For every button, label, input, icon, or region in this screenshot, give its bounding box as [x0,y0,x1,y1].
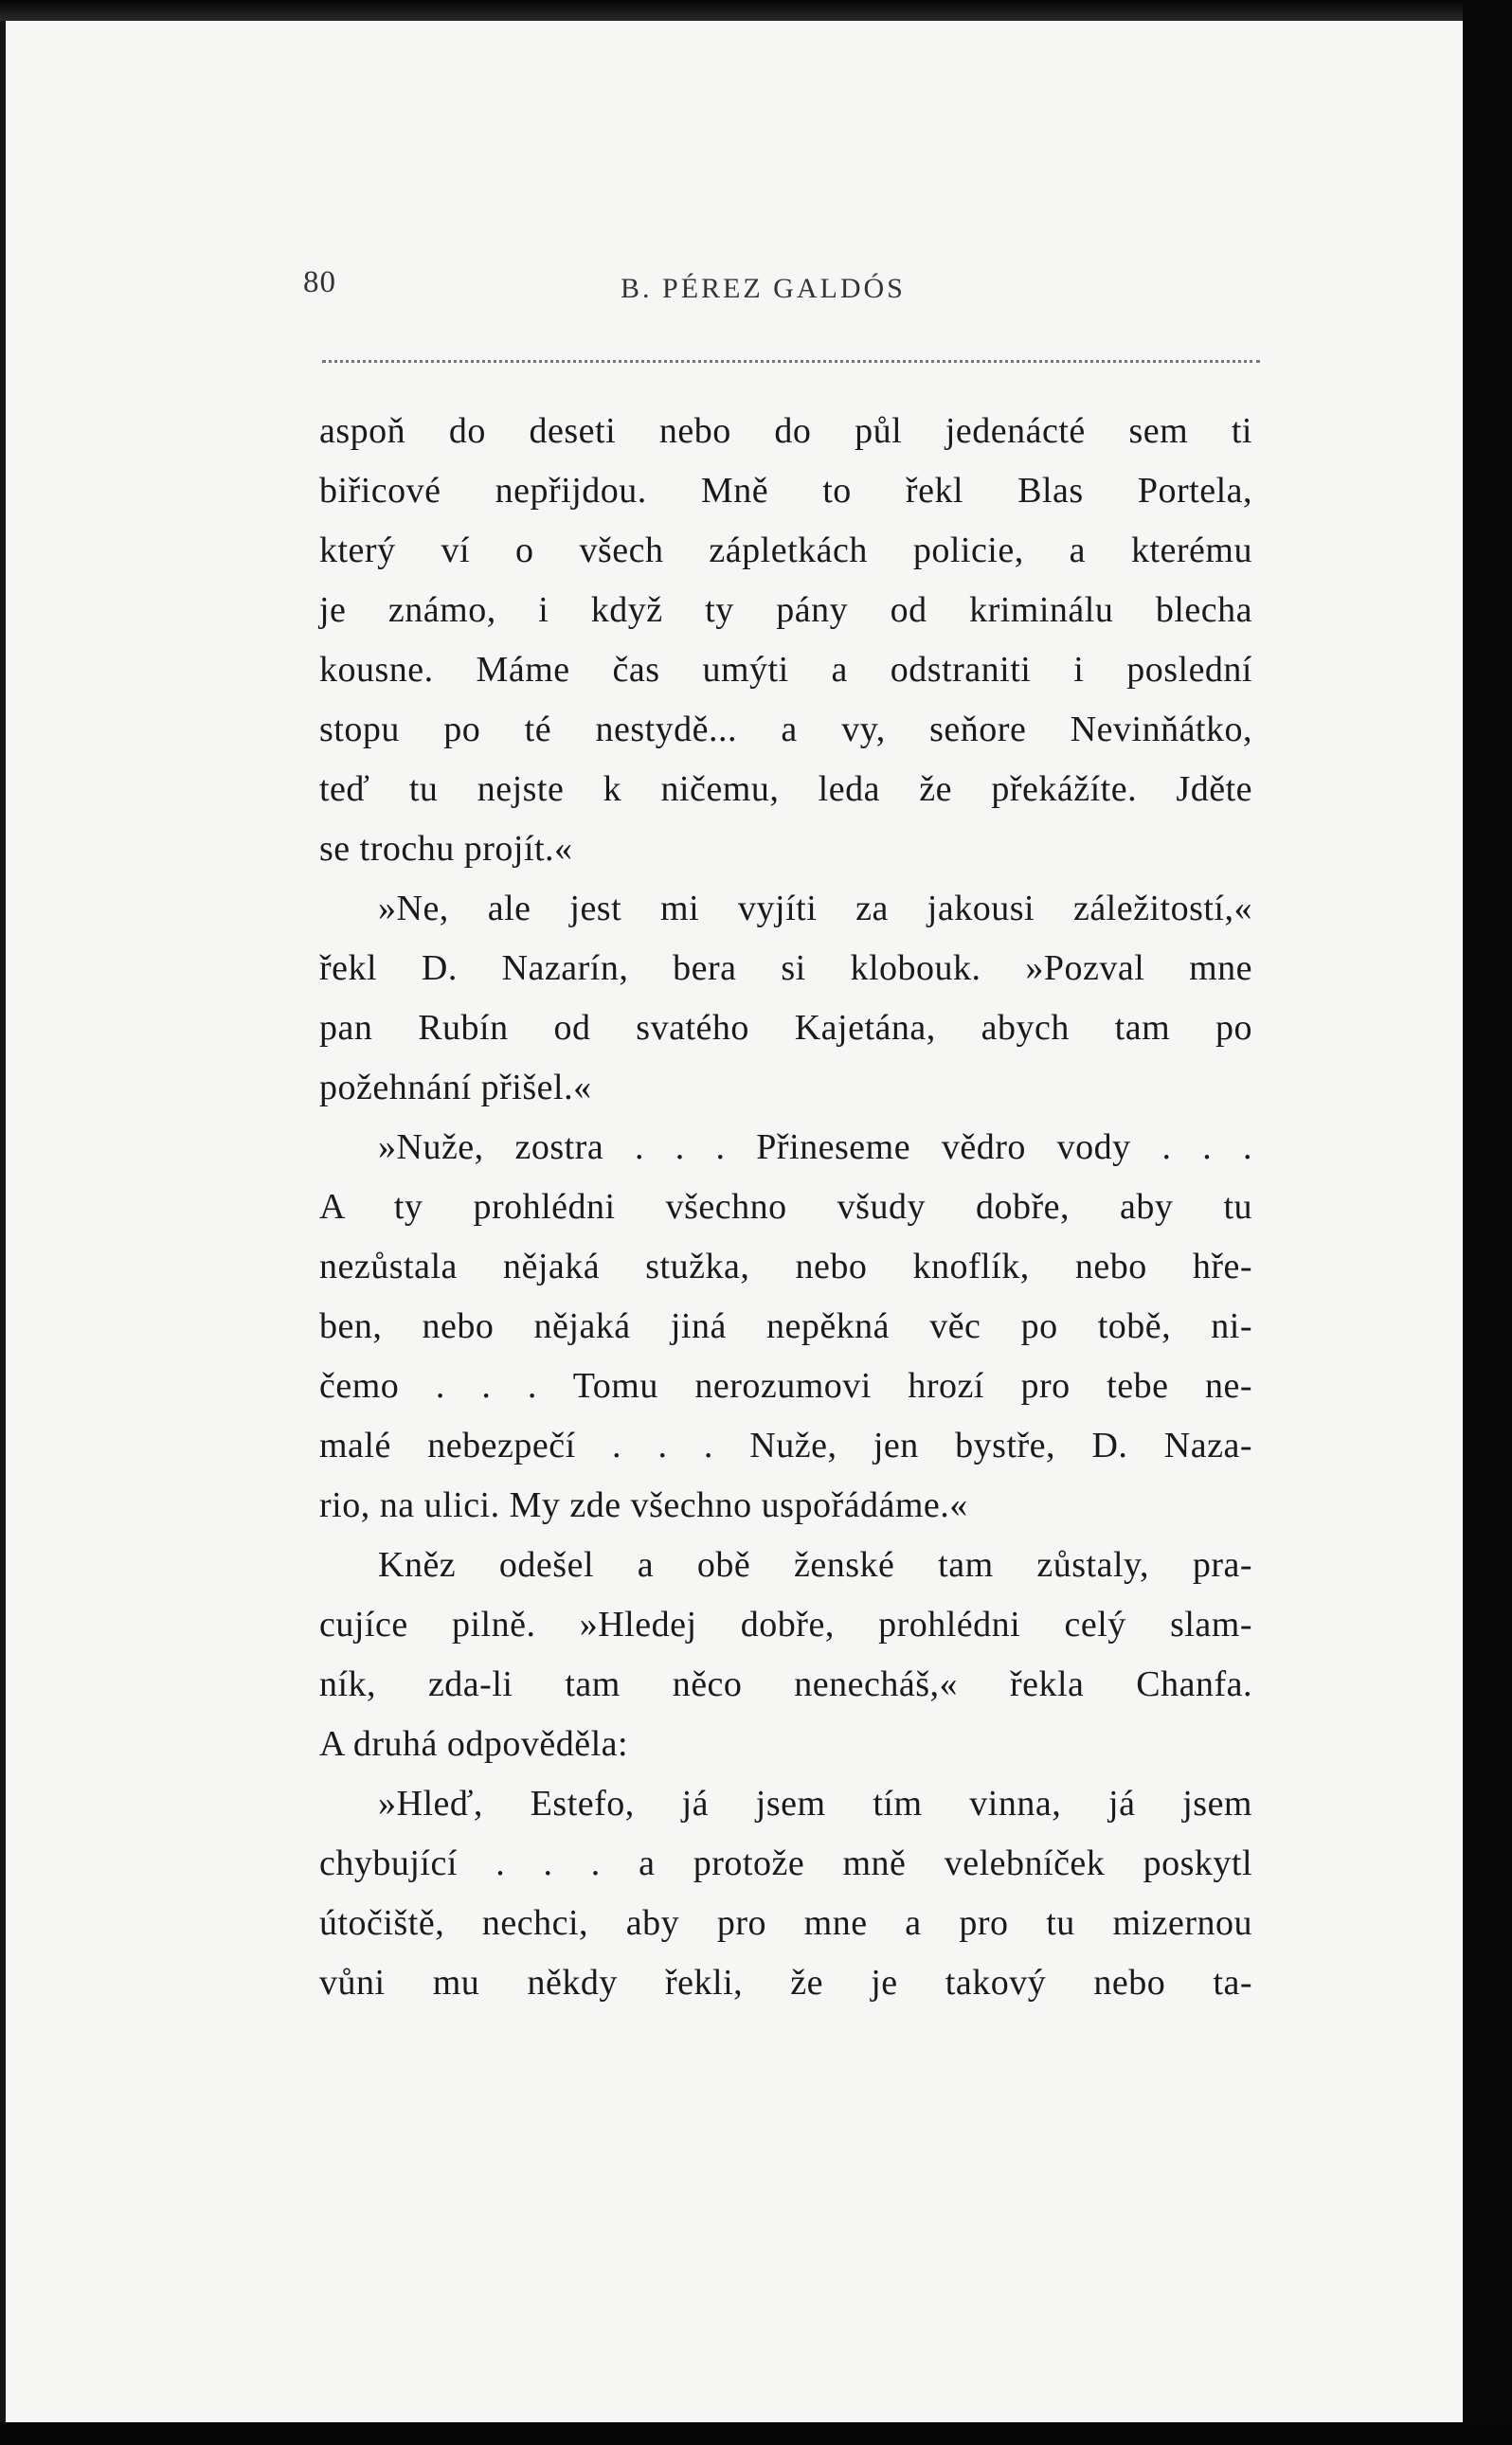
text-line: požehnání přišel.« [319,1068,592,1107]
page-number: 80 [303,265,336,299]
text-line: A ty prohlédni všechno všudy dobře, aby tu [319,1187,1252,1227]
text-line: ben, nebo nějaká jiná nepěkná věc po tobě, ni- [319,1306,1252,1346]
text-line: který ví o všech zápletkách policie, a kterému [319,530,1252,570]
body-text [319,402,1252,2013]
text-line: aspoň do deseti nebo do půl jedenácté sem ti [319,411,1252,451]
text-line: řekl D. Nazarín, bera si klobouk. »Pozval mne [319,948,1252,988]
scan-edge-top [0,0,1512,21]
text-line: A druhá odpověděla: [319,1724,629,1764]
text-line: je známo, i když ty pány od kriminálu blecha [319,590,1252,630]
page-header [303,265,1269,313]
text-line: vůni mu někdy řekli, že je takový nebo ta- [319,1963,1252,2003]
text-line: »Nuže, zostra . . . Přineseme vědro vody . . . [378,1127,1252,1167]
running-head: B. PÉREZ GALDÓS [621,273,906,304]
header-dotted-rule [322,360,1260,363]
text-line: nezůstala nějaká stužka, nebo knoflík, nebo hře- [319,1247,1252,1286]
text-line: Kněz odešel a obě ženské tam zůstaly, pra- [378,1545,1252,1585]
text-line: biřicové nepřijdou. Mně to řekl Blas Portela, [319,471,1252,511]
text-line: malé nebezpečí . . . Nuže, jen bystře, D. Naza- [319,1426,1252,1465]
scan-edge-bottom [0,2422,1512,2445]
text-line: útočiště, nechci, aby pro mne a pro tu mizernou [319,1903,1252,1943]
text-line: kousne. Máme čas umýti a odstraniti i poslední [319,650,1252,690]
text-line: »Ne, ale jest mi vyjíti za jakousi záležitostí,« [378,889,1252,928]
text-line: »Hleď, Estefo, já jsem tím vinna, já jsem [378,1784,1252,1824]
text-line: se trochu projít.« [319,829,573,869]
text-line: cujíce pilně. »Hledej dobře, prohlédni celý slam- [319,1605,1252,1645]
scan-edge-right [1463,0,1512,2445]
text-line: teď tu nejste k ničemu, leda že překážíte. Jděte [319,769,1252,809]
text-line: stopu po té nestydě... a vy, seňore Nevinňátko, [319,710,1252,749]
text-line: čemo . . . Tomu nerozumovi hrozí pro tebe ne- [319,1366,1252,1406]
text-line: chybující . . . a protože mně velebníček poskytl [319,1843,1252,1883]
text-line: ník, zda-li tam něco nenecháš,« řekla Chanfa. [319,1664,1252,1704]
text-line: pan Rubín od svatého Kajetána, abych tam po [319,1008,1252,1048]
text-line: rio, na ulici. My zde všechno uspořádáme.« [319,1485,968,1525]
